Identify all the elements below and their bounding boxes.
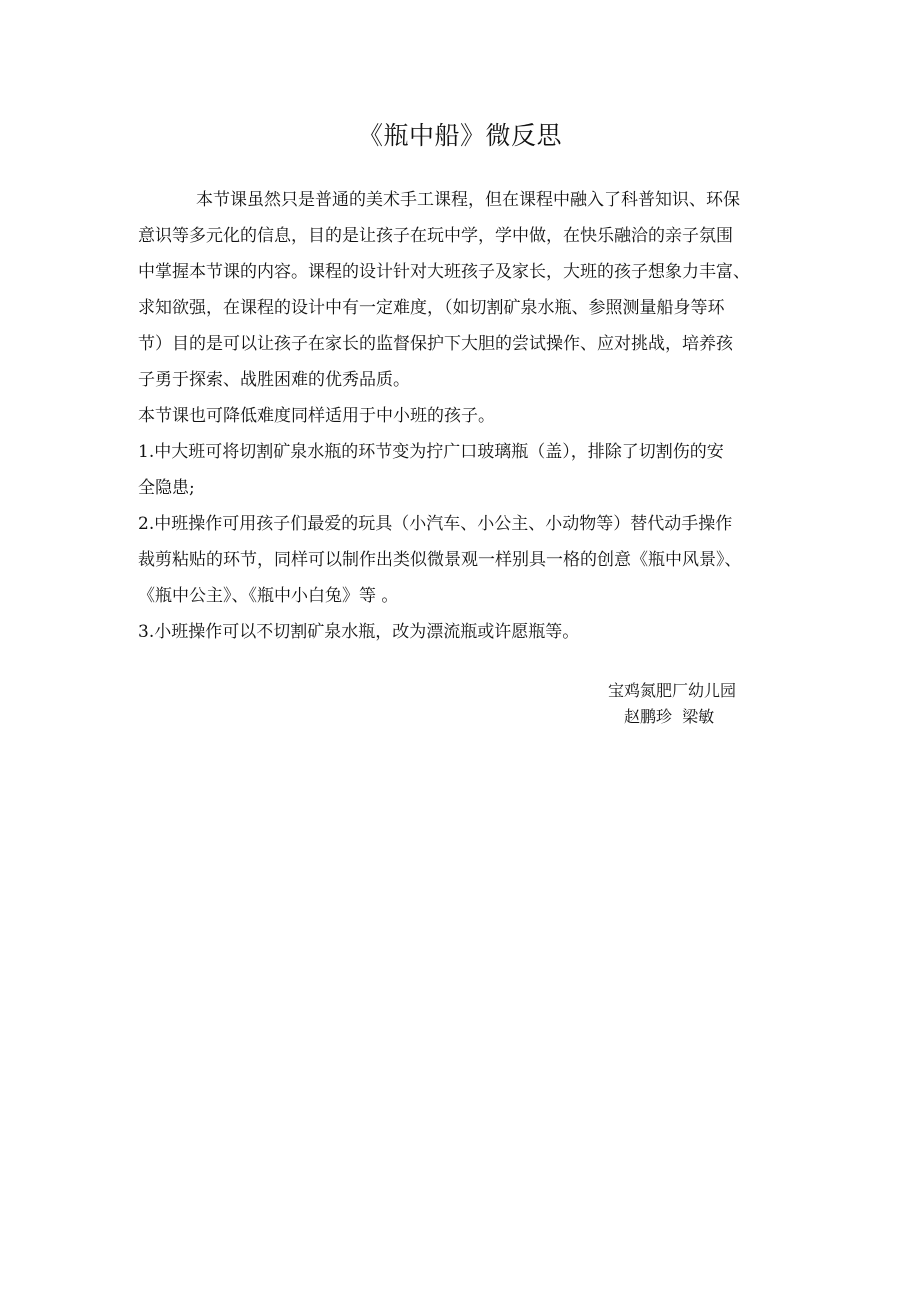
body-line-12: 《瓶中公主》、《瓶中小白兔》等 。 (138, 586, 399, 606)
body-line-8: 1.中大班可将切割矿泉水瓶的环节变为拧广口玻璃瓶（盖），排除了切割伤的安 (138, 442, 724, 462)
body-line-10: 2.中班操作可用孩子们最爱的玩具（小汽车、小公主、小动物等）替代动手操作 (138, 514, 733, 534)
body-line-3: 中掌握本节课的内容。课程的设计针对大班孩子及家长，大班的孩子想象力丰富、 (138, 262, 750, 282)
body-line-9: 全隐患; (138, 478, 195, 498)
body-line-5: 节）目的是可以让孩子在家长的监督保护下大胆的尝试操作、应对挑战，培养孩 (138, 334, 733, 354)
page-title: 《瓶中船》微反思 (357, 121, 562, 150)
body-line-7: 本节课也可降低难度同样适用于中小班的孩子。 (138, 406, 495, 426)
body-line-11: 裁剪粘贴的环节，同样可以制作出类似微景观一样别具一格的创意《瓶中风景》、 (138, 550, 742, 570)
body-line-1: 本节课虽然只是普通的美术手工课程，但在课程中融入了科普知识、环保 (196, 190, 740, 210)
body-line-2: 意识等多元化的信息，目的是让孩子在玩中学，学中做，在快乐融洽的亲子氛围 (138, 226, 733, 246)
body-line-4: 求知欲强，在课程的设计中有一定难度，（如切割矿泉水瓶、参照测量船身等环 (138, 298, 725, 318)
body-line-13: 3.小班操作可以不切割矿泉水瓶，改为漂流瓶或许愿瓶等。 (138, 622, 580, 642)
body-line-6: 子勇于探索、战胜困难的优秀品质。 (138, 370, 410, 390)
signature-organization: 宝鸡氮肥厂幼儿园 (608, 681, 737, 700)
signature-authors: 赵鹏珍 梁敏 (624, 707, 715, 726)
